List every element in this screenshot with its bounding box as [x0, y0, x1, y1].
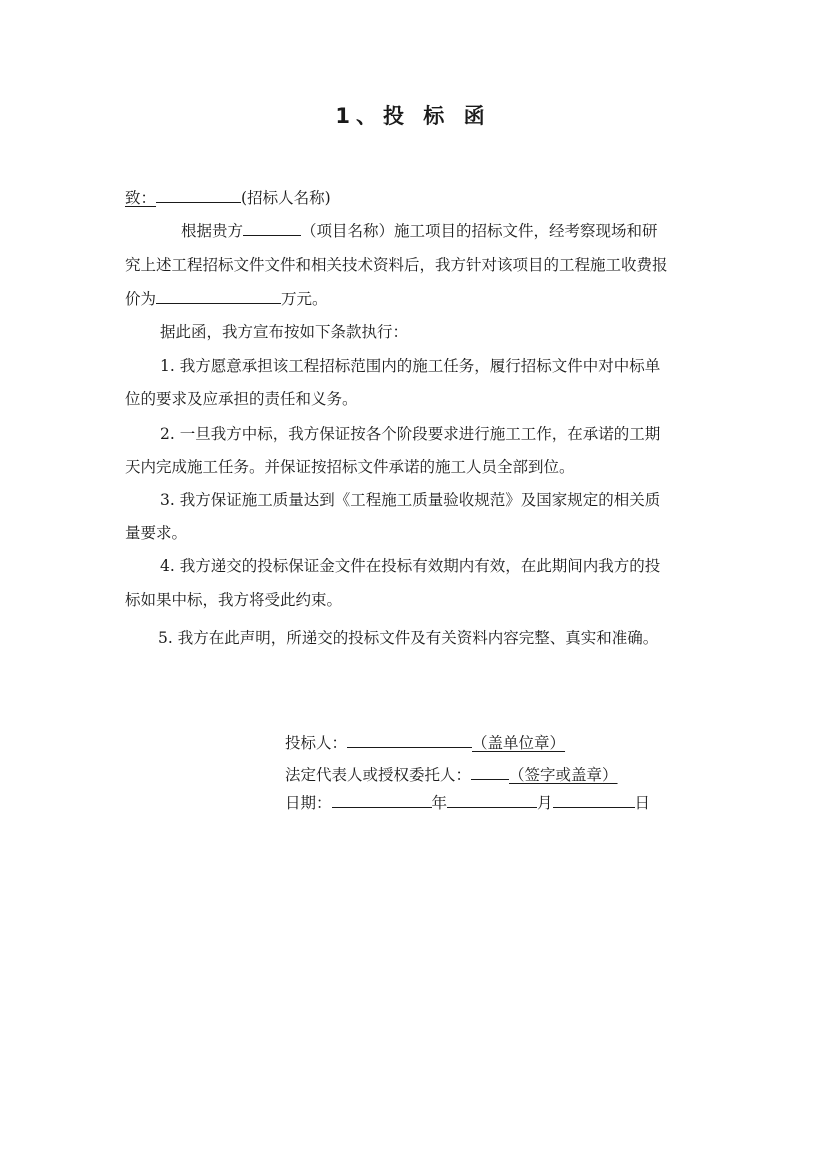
representative-label: 法定代表人或授权委托人： [285, 766, 472, 784]
day-blank [553, 793, 635, 808]
price-label: 价为 [125, 290, 157, 308]
recipient-hint: (招标人名称) [241, 189, 331, 207]
intro-line-1 [181, 221, 658, 241]
price-unit: 万元。 [281, 290, 328, 308]
clause-4-line-1: 4. 我方递交的投标保证金文件在投标有效期内有效，在此期间内我方的投 [160, 557, 661, 575]
bidder-stamp: （盖单位章） [472, 734, 566, 752]
year-blank [332, 793, 432, 808]
salutation-line [125, 188, 331, 208]
bidder-line [285, 733, 565, 753]
clause-1-line-1: 1. 我方愿意承担该工程招标范围内的施工任务，履行招标文件中对中标单 [160, 357, 661, 375]
recipient-blank [156, 188, 241, 203]
day-label: 日 [634, 794, 651, 812]
intro-part2: （项目名称）施工项目的招标文件，经考察现场和研 [301, 222, 658, 240]
bidder-label: 投标人： [285, 734, 348, 752]
clause-3-line-2: 量要求。 [125, 524, 188, 542]
representative-line [285, 765, 618, 785]
price-blank [156, 289, 281, 304]
clause-5-line-1: 5. 我方在此声明，所递交的投标文件及有关资料内容完整、真实和准确。 [158, 629, 659, 647]
clause-3-line-1: 3. 我方保证施工质量达到《工程施工质量验收规范》及国家规定的相关质 [160, 491, 661, 509]
project-name-blank [243, 221, 301, 236]
date-label: 日期： [285, 794, 332, 812]
to-label: 致： [125, 189, 157, 207]
clause-4-line-2: 标如果中标，我方将受此约束。 [125, 591, 343, 609]
month-label: 月 [537, 794, 553, 812]
bidder-blank [347, 733, 472, 748]
clause-1-line-2: 位的要求及应承担的责任和义务。 [125, 390, 358, 408]
clause-2-line-2: 天内完成施工任务。并保证按招标文件承诺的施工人员全部到位。 [125, 458, 575, 476]
intro-line-2: 究上述工程招标文件文件和相关技术资料后，我方针对该项目的工程施工收费报 [125, 256, 668, 274]
representative-sign: （签字或盖章） [509, 766, 618, 784]
clause-2-line-1: 2. 一旦我方中标，我方保证按各个阶段要求进行施工工作，在承诺的工期 [160, 425, 661, 443]
representative-blank [471, 765, 509, 780]
year-label: 年 [431, 794, 448, 812]
declaration: 据此函，我方宣布按如下条款执行： [160, 323, 409, 341]
intro-line-3 [125, 289, 328, 309]
intro-part1: 根据贵方 [181, 222, 244, 240]
page-title: 1、投 标 函 [335, 104, 491, 128]
date-line [285, 793, 650, 813]
month-blank [447, 793, 537, 808]
